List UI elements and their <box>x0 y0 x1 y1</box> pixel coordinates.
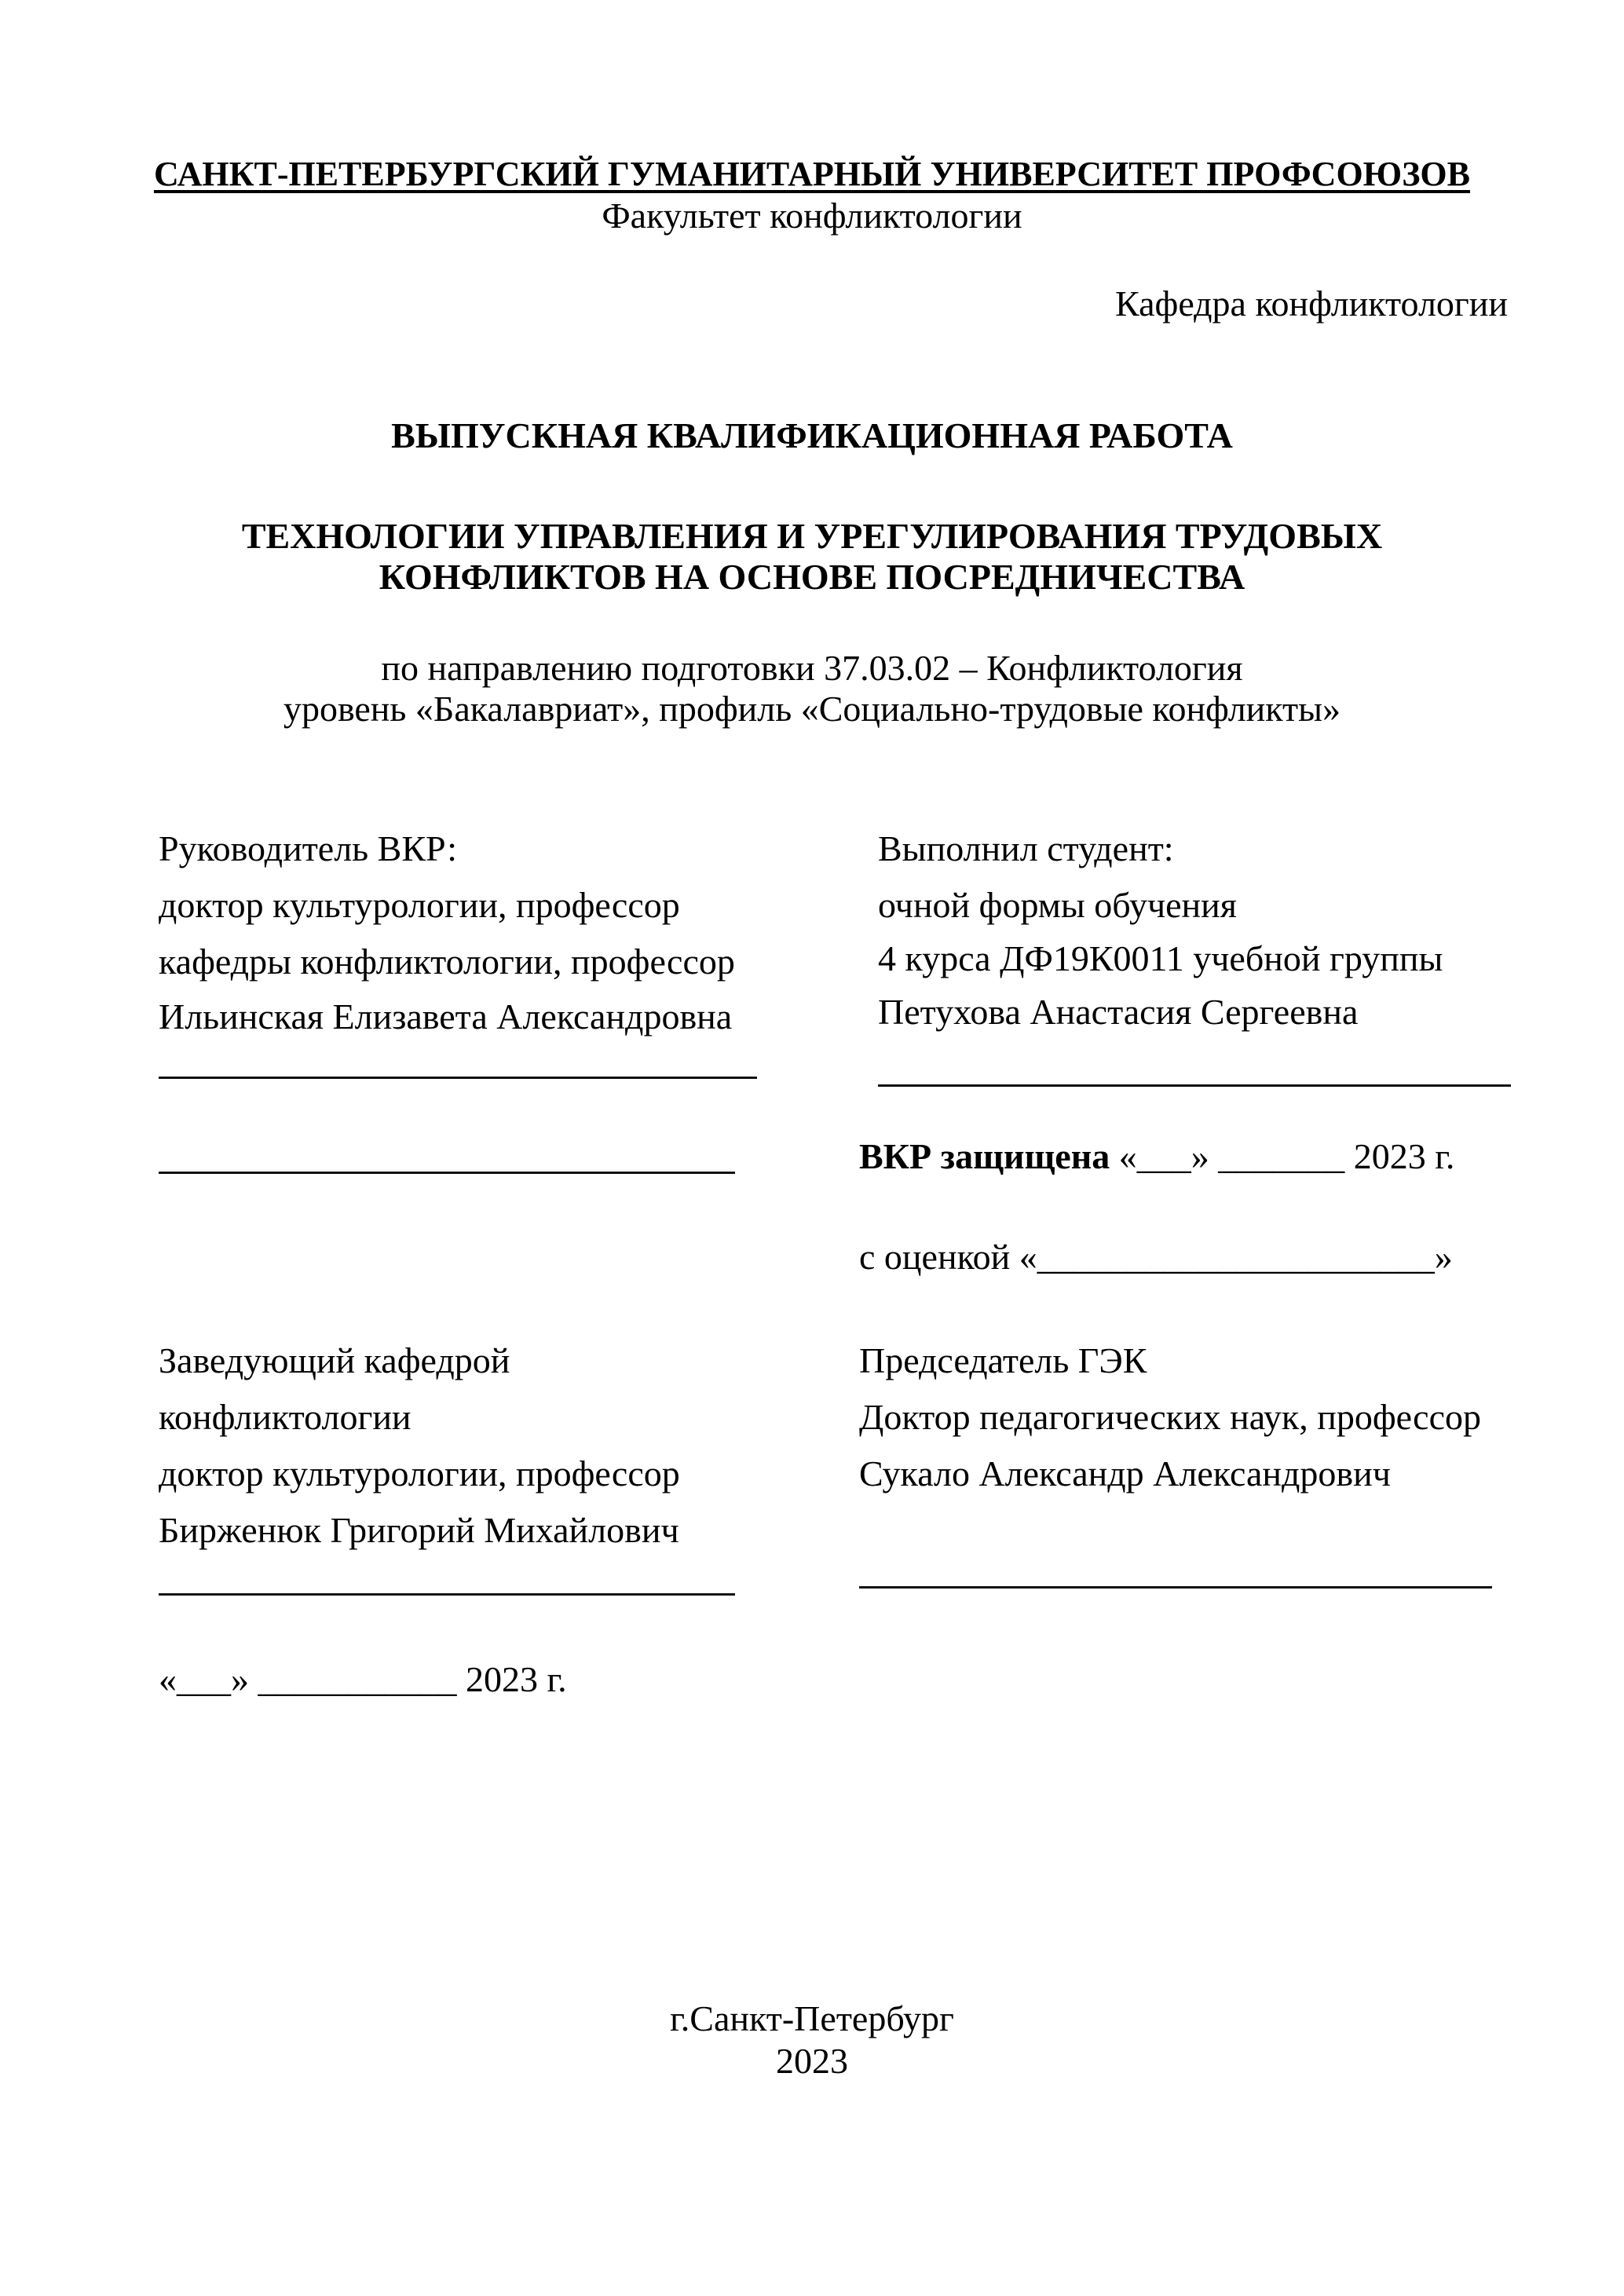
city: г.Санкт-Петербург <box>670 1998 954 2038</box>
chairman-degree: Доктор педагогических наук, профессор <box>859 1397 1482 1437</box>
defense-date-blank: «___» _______ 2023 г. <box>1118 1136 1455 1176</box>
head-date-blank: «___» ___________ 2023 г. <box>159 1659 567 1699</box>
student-label: Выполнил студент: <box>878 828 1174 868</box>
university-name: САНКТ-ПЕТЕРБУРГСКИЙ ГУМАНИТАРНЫЙ УНИВЕРСИТЕТ ПРОФСОЮЗОВ <box>153 155 1471 193</box>
student-name: Петухова Анастасия Сергеевна <box>878 992 1359 1032</box>
topic-line-1: ТЕХНОЛОГИИ УПРАВЛЕНИЯ И УРЕГУЛИРОВАНИЯ ТРУДОВЫХ <box>241 516 1383 556</box>
supervisor-degree: доктор культурологии, профессор <box>159 885 680 925</box>
head-degree: доктор культурологии, профессор <box>159 1453 680 1493</box>
student-signature-line <box>878 1084 1511 1087</box>
chairman-name: Сукало Александр Александрович <box>859 1453 1391 1493</box>
supervisor-signature-line <box>159 1077 757 1079</box>
faculty-name: Факультет конфликтологии <box>602 196 1022 236</box>
work-type-heading: ВЫПУСКНАЯ КВАЛИФИКАЦИОННАЯ РАБОТА <box>391 415 1233 455</box>
direction-text: по направлению подготовки 37.03.02 – Конфликтология <box>381 648 1243 688</box>
supervisor-label: Руководитель ВКР: <box>159 828 458 868</box>
supervisor-name: Ильинская Елизавета Александровна <box>159 996 733 1036</box>
topic-line-2: КОНФЛИКТОВ НА ОСНОВЕ ПОСРЕДНИЧЕСТВА <box>379 557 1245 597</box>
head-name: Бирженюк Григорий Михайлович <box>159 1510 679 1550</box>
level-profile-text: уровень «Бакалавриат», профиль «Социально-трудовые конфликты» <box>283 689 1341 729</box>
supervisor-second-signature-line <box>159 1172 735 1174</box>
supervisor-position: кафедры конфликтологии, профессор <box>159 941 735 982</box>
student-group: 4 курса ДФ19К0011 учебной группы <box>878 938 1443 978</box>
head-title-line-1: Заведующий кафедрой <box>159 1340 510 1380</box>
chairman-label: Председатель ГЭК <box>859 1340 1147 1380</box>
student-study-form: очной формы обучения <box>878 885 1237 925</box>
head-signature-line <box>159 1593 735 1596</box>
defense-grade: с оценкой «______________________» <box>859 1237 1453 1277</box>
chairman-signature-line <box>859 1586 1492 1589</box>
year: 2023 <box>776 2041 848 2081</box>
department-name: Кафедра конфликтологии <box>1115 283 1508 324</box>
defense-label: ВКР защищена <box>859 1136 1110 1176</box>
head-title-line-2: конфликтологии <box>159 1397 411 1437</box>
defense-line <box>859 1136 1455 1176</box>
